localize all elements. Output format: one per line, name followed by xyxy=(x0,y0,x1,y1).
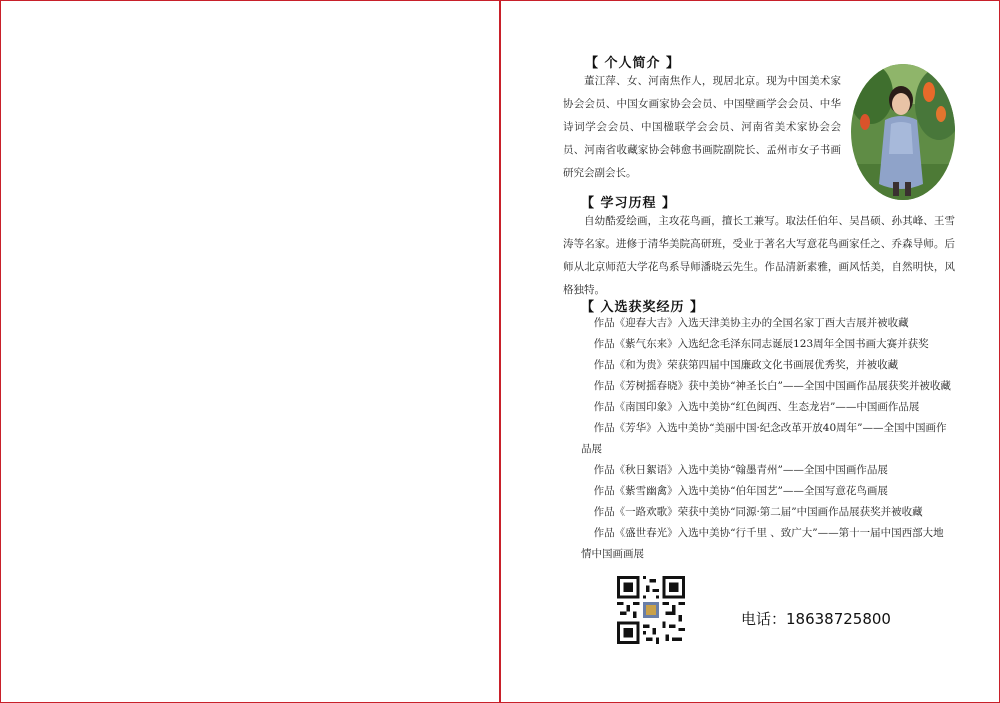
award-item: 作品《迎春大吉》入选天津美协主办的全国名家丁酉大吉展并被收藏 xyxy=(593,317,909,329)
award-item: 作品《和为贵》荣获第四届中国廉政文化书画展优秀奖，并被收藏 xyxy=(593,359,899,371)
award-item: 作品《南国印象》入选中美协“红色闽西、生态龙岩”——中国画作品展 xyxy=(593,401,920,413)
award-item: 作品《紫雪幽禽》入选中美协“伯年国艺”——全国写意花鸟画展 xyxy=(593,485,888,497)
qr-code[interactable] xyxy=(617,576,685,644)
award-item: 作品《紫气东来》入选纪念毛泽东同志诞辰123周年全国书画大赛并获奖 xyxy=(593,338,929,350)
qr-code-icon xyxy=(617,576,685,644)
award-item: 作品《秋日絮语》入选中美协“翰墨青州”——全国中国画作品展 xyxy=(593,464,888,476)
awards-title: 【 入选获奖经历 】 xyxy=(581,300,705,315)
profile-title: 【 个人简介 】 xyxy=(585,56,681,71)
award-item: 作品《一路欢歌》荣获中美协“同源·第二届”中国画作品展获奖并被收藏 xyxy=(593,506,923,518)
study-title: 【 学习历程 】 xyxy=(581,196,677,211)
portrait-image xyxy=(851,64,955,200)
award-item: 作品《盛世春光》入选中美协“行千里 、致广大”——第十一届中国西部大地情中国画画展 xyxy=(581,527,944,560)
award-item: 作品《芳树摇春晓》获中美协“神圣长白”——全国中国画作品展获奖并被收藏 xyxy=(593,380,951,392)
study-paragraph: 自幼酷爱绘画，主攻花鸟画，擅长工兼写。取法任伯年、吴昌硕、孙其峰、王雪涛等名家。进修于清华美院高研班，受业于著名大写意花鸟画家任之、乔森导师。后师从北京师范大学花鸟系导师潘晓云先生。作品清新素雅，画风恬美，自然明快，风格独特。 xyxy=(563,215,955,296)
left-blank-page xyxy=(1,1,498,701)
award-item: 作品《芳华》入选中美协“美丽中国·纪念改革开放40周年”——全国中国画作品展 xyxy=(581,422,947,455)
awards-list xyxy=(581,313,953,565)
phone-number: 电话：18638725800 xyxy=(741,610,891,628)
profile-paragraph: 董江萍、女、河南焦作人，现居北京。现为中国美术家协会会员、中国女画家协会会员、中国壁画学会会员、中华诗词学会会员、中国楹联学会会员、河南省美术家协会会员、河南省收藏家协会韩愈书画院副院长、孟州市女子书画研究会副会长。 xyxy=(563,75,841,179)
portrait-photo xyxy=(851,64,955,200)
right-page xyxy=(501,0,1000,703)
